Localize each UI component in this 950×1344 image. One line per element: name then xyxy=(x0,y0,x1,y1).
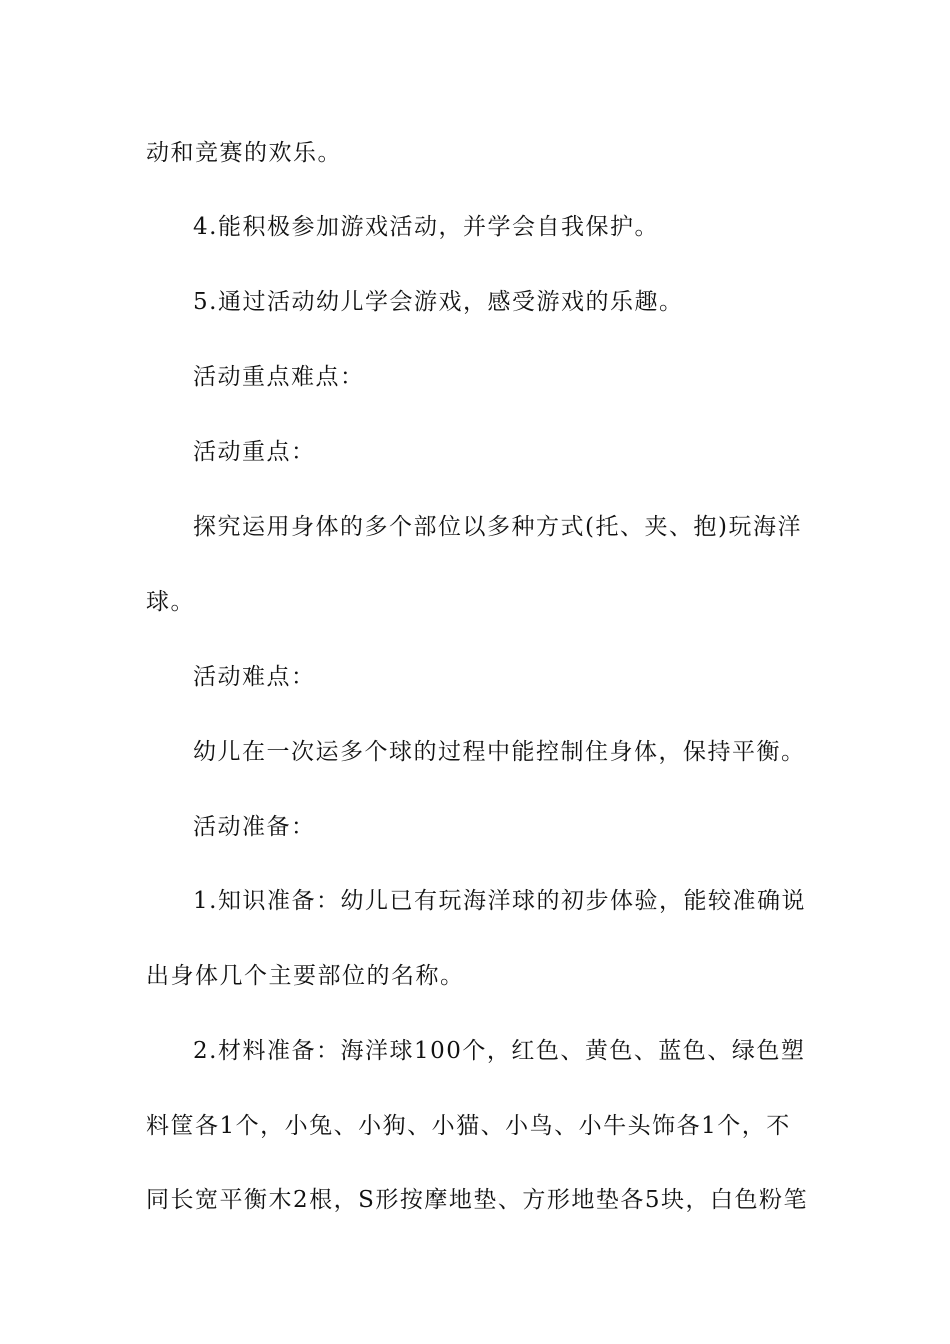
section-heading-preparation: 活动准备： xyxy=(193,814,316,840)
paragraph-line: 幼儿在一次运多个球的过程中能控制住身体，保持平衡。 xyxy=(193,739,806,765)
paragraph-line: 出身体几个主要部位的名称。 xyxy=(146,963,465,989)
subheading-key-points: 活动重点： xyxy=(193,439,316,465)
section-heading-key-difficult: 活动重点难点： xyxy=(193,364,365,390)
paragraph-line: 同长宽平衡木2根，S形按摩地垫、方形地垫各5块，白色粉笔 xyxy=(146,1187,809,1213)
paragraph-line: 球。 xyxy=(146,589,195,615)
paragraph-line: 探究运用身体的多个部位以多种方式(托、夹、抱)玩海洋 xyxy=(193,514,802,540)
preparation-item-2: 2.材料准备：海洋球100个，红色、黄色、蓝色、绿色塑 xyxy=(193,1038,806,1064)
preparation-item-1: 1.知识准备：幼儿已有玩海洋球的初步体验，能较准确说 xyxy=(193,888,806,914)
paragraph-line: 动和竞赛的欢乐。 xyxy=(146,140,342,166)
objective-item-5: 5.通过活动幼儿学会游戏，感受游戏的乐趣。 xyxy=(193,289,684,315)
paragraph-line: 料筐各1个，小兔、小狗、小猫、小鸟、小牛头饰各1个，不 xyxy=(146,1113,791,1139)
objective-item-4: 4.能积极参加游戏活动，并学会自我保护。 xyxy=(193,214,659,240)
subheading-difficult-points: 活动难点： xyxy=(193,664,316,690)
